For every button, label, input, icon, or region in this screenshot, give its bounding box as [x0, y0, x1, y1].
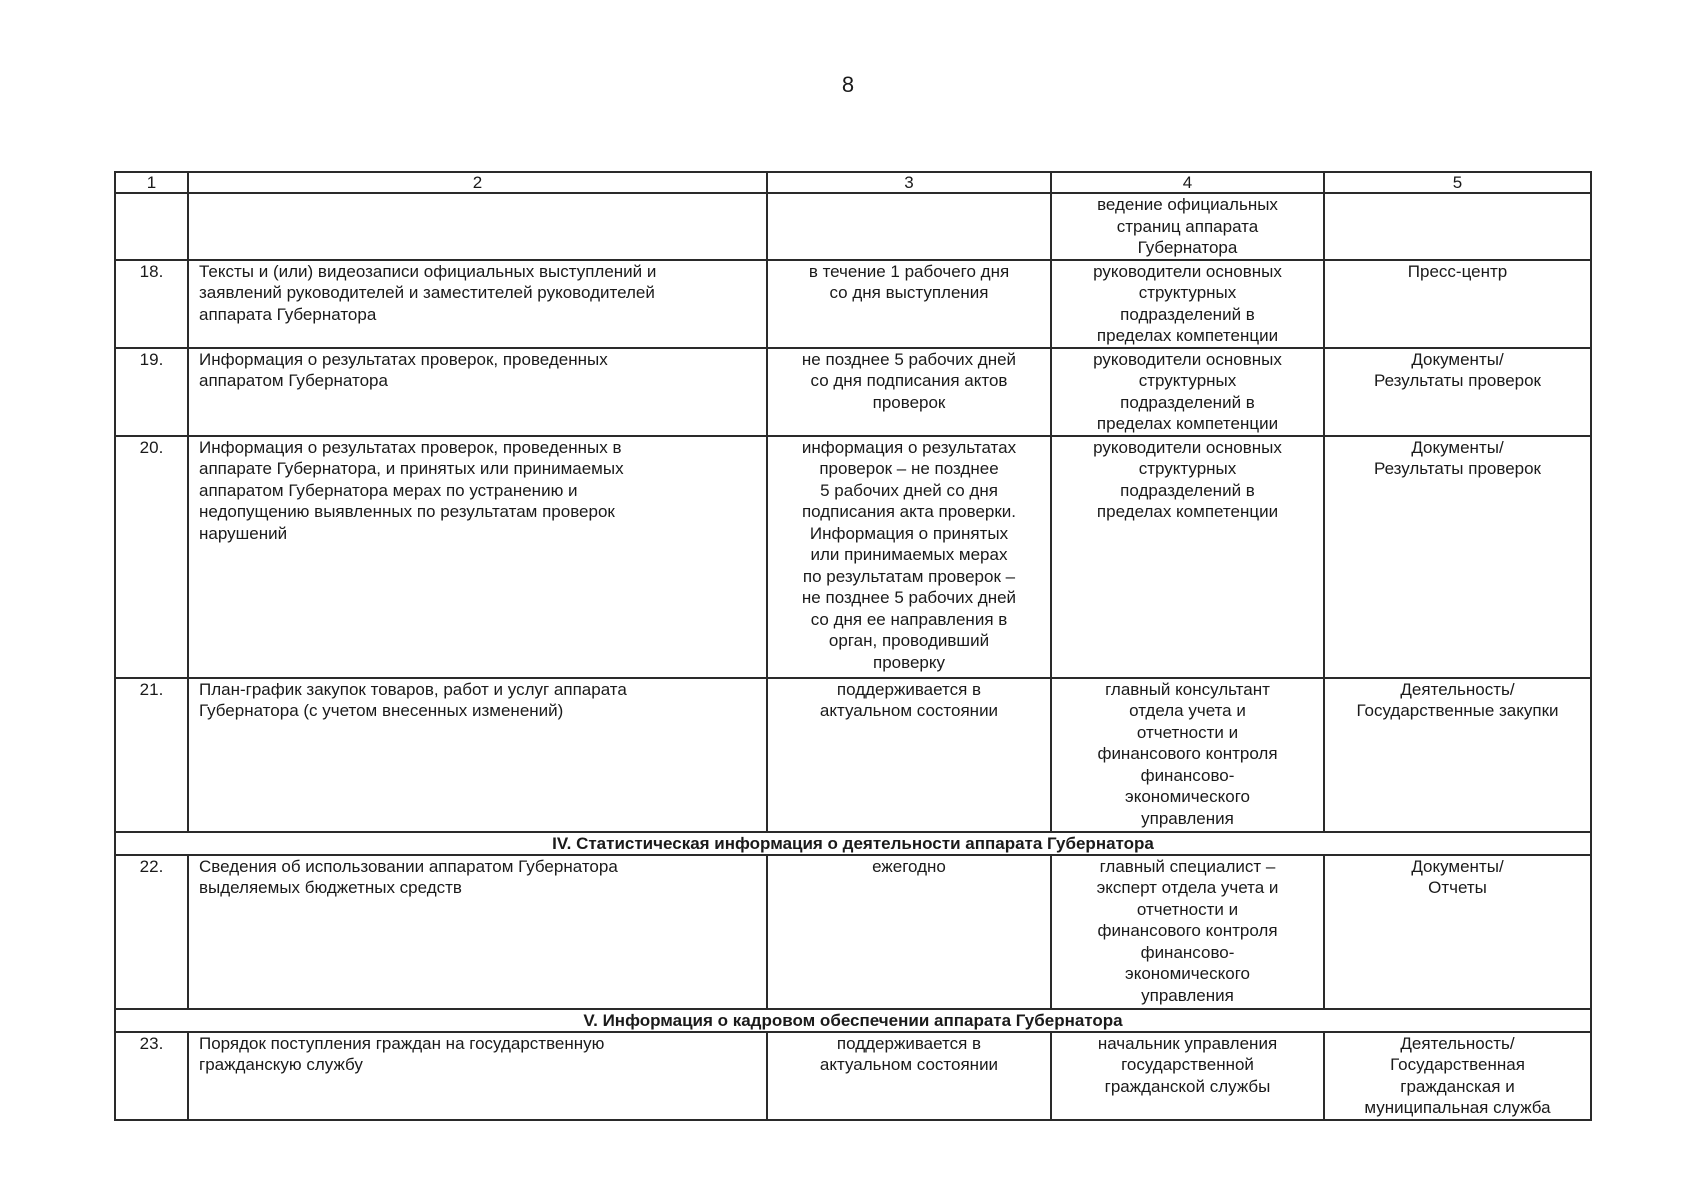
- table-row: [115, 348, 1591, 436]
- deadline-cell: поддерживается в актуальном состоянии: [767, 678, 1051, 832]
- table-row: [115, 436, 1591, 678]
- info-type-cell: [188, 193, 767, 260]
- site-section-cell: Документы/ Результаты проверок: [1324, 348, 1591, 436]
- deadline-cell: в течение 1 рабочего дня со дня выступления: [767, 260, 1051, 348]
- deadline-cell: ежегодно: [767, 855, 1051, 1009]
- row-number: 21.: [115, 678, 188, 832]
- column-number: 5: [1324, 172, 1591, 193]
- table-row: [115, 1032, 1591, 1120]
- site-section-cell: Деятельность/ Государственная гражданская и муниципальная служба: [1324, 1032, 1591, 1120]
- deadline-cell: [767, 193, 1051, 260]
- info-type-cell: Информация о результатах проверок, проведенных в аппарате Губернатора, и принятых или принимаемых аппаратом Губернатора мерах по устранению и недопущению выявленных по результатам проверок нарушений: [188, 436, 767, 678]
- info-type-cell: Тексты и (или) видеозаписи официальных выступлений и заявлений руководителей и заместителей руководителей аппарата Губернатора: [188, 260, 767, 348]
- responsible-cell: руководители основных структурных подразделений в пределах компетенции: [1051, 348, 1324, 436]
- site-section-cell: Документы/ Отчеты: [1324, 855, 1591, 1009]
- info-type-cell: План-график закупок товаров, работ и услуг аппарата Губернатора (с учетом внесенных изменений): [188, 678, 767, 832]
- column-number: 1: [115, 172, 188, 193]
- row-number: 22.: [115, 855, 188, 1009]
- document-table: [114, 171, 1592, 1121]
- info-type-cell: Информация о результатах проверок, проведенных аппаратом Губернатора: [188, 348, 767, 436]
- row-number: 19.: [115, 348, 188, 436]
- table-row: [115, 193, 1591, 260]
- section-heading: IV. Статистическая информация о деятельности аппарата Губернатора: [115, 832, 1591, 855]
- row-number: 20.: [115, 436, 188, 678]
- info-type-cell: Порядок поступления граждан на государственную гражданскую службу: [188, 1032, 767, 1120]
- row-number: 23.: [115, 1032, 188, 1120]
- responsible-cell: главный специалист – эксперт отдела учета и отчетности и финансового контроля финансово- экономического управления: [1051, 855, 1324, 1009]
- responsible-cell: руководители основных структурных подразделений в пределах компетенции: [1051, 436, 1324, 678]
- deadline-cell: информация о результатах проверок – не позднее 5 рабочих дней со дня подписания акта проверки. Информация о принятых или принимаемых мерах по результатам проверок – не позднее 5 рабочих дней со дня ее направления в орган, проводивший проверку: [767, 436, 1051, 678]
- page-number: 8: [841, 72, 855, 97]
- responsible-cell: главный консультант отдела учета и отчетности и финансового контроля финансово- экономического управления: [1051, 678, 1324, 832]
- responsible-cell: ведение официальных страниц аппарата Губернатора: [1051, 193, 1324, 260]
- responsible-cell: руководители основных структурных подразделений в пределах компетенции: [1051, 260, 1324, 348]
- table-row: [115, 678, 1591, 832]
- section-heading-row: [115, 832, 1591, 855]
- site-section-cell: Документы/ Результаты проверок: [1324, 436, 1591, 678]
- column-number-row: [115, 172, 1591, 193]
- info-type-cell: Сведения об использовании аппаратом Губернатора выделяемых бюджетных средств: [188, 855, 767, 1009]
- table-row: [115, 260, 1591, 348]
- site-section-cell: Пресс-центр: [1324, 260, 1591, 348]
- site-section-cell: [1324, 193, 1591, 260]
- deadline-cell: не позднее 5 рабочих дней со дня подписания актов проверок: [767, 348, 1051, 436]
- responsible-cell: начальник управления государственной гражданской службы: [1051, 1032, 1324, 1120]
- section-heading-row: [115, 1009, 1591, 1032]
- row-number: 18.: [115, 260, 188, 348]
- section-heading: V. Информация о кадровом обеспечении аппарата Губернатора: [115, 1009, 1591, 1032]
- table-row: [115, 855, 1591, 1009]
- column-number: 4: [1051, 172, 1324, 193]
- column-number: 2: [188, 172, 767, 193]
- deadline-cell: поддерживается в актуальном состоянии: [767, 1032, 1051, 1120]
- column-number: 3: [767, 172, 1051, 193]
- site-section-cell: Деятельность/ Государственные закупки: [1324, 678, 1591, 832]
- row-number: [115, 193, 188, 260]
